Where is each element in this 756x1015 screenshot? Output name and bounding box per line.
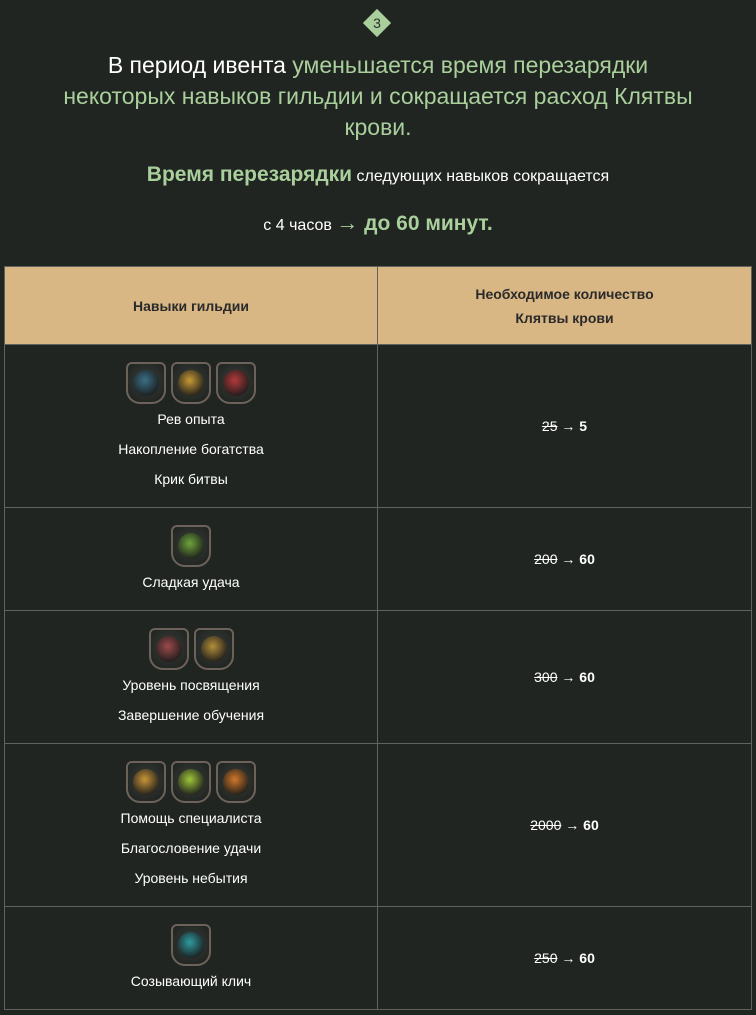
luck-blessing-icon [171,761,211,803]
new-amount: 60 [579,950,595,966]
old-amount: 200 [534,551,558,567]
new-amount: 5 [579,418,588,434]
time-arrow: → [336,210,359,235]
cooldown-rest: следующих навыков сокращается [352,168,610,185]
header-amount-line2: Клятвы крови [515,309,614,326]
amount-arrow: → [557,669,580,685]
skill-icons [5,348,377,404]
amount-cell [378,744,752,907]
cooldown-strong: Время перезарядки [146,163,353,186]
skill-name: Завершение обучения [117,707,265,723]
skills-cell [5,345,378,508]
header-amount [378,267,752,345]
amount-cell [378,345,752,508]
skill-name: Уровень небытия [134,870,248,886]
skill-name: Помощь специалиста [120,810,262,826]
skill-names [5,966,377,1006]
nonexistence-level-icon [216,761,256,803]
old-amount: 25 [541,418,558,434]
skill-icons [5,511,377,567]
training-completion-icon [194,628,234,670]
header-skills: Навыки гильдии [5,267,378,345]
skill-name: Созывающий клич [130,973,252,989]
time-line [0,208,756,241]
skill-names [5,404,377,504]
amount-arrow: → [557,950,580,966]
skill-name: Сладкая удача [142,574,240,590]
amount-cell [378,907,752,1010]
skill-name: Накопление богатства [118,441,264,457]
new-amount: 60 [579,669,595,685]
step-badge [363,9,391,37]
skills-cell [5,907,378,1010]
skill-names [5,567,377,607]
specialist-help-icon [126,761,166,803]
amount-arrow: → [557,418,580,434]
old-amount: 2000 [530,817,562,833]
skill-names [5,670,377,740]
intro-part2: уменьшается время перезарядки некоторых навыков гильдии и сокращается расход Клятвы крови. [63,52,693,140]
time-strong: до 60 минут. [358,212,493,235]
initiation-level-icon [149,628,189,670]
intro-part1: В период ивента [107,52,293,78]
table-row [5,744,752,907]
old-amount: 300 [534,669,558,685]
wealth-accumulation-icon [171,362,211,404]
skill-names [5,803,377,903]
skills-cell [5,508,378,611]
amount-arrow: → [561,817,584,833]
skill-icons [5,614,377,670]
roar-of-experience-icon [126,362,166,404]
table-row [5,907,752,1010]
skills-cell [5,611,378,744]
summoning-call-icon [171,924,211,966]
skill-name: Уровень посвящения [122,677,260,693]
skill-name: Крик битвы [154,471,228,487]
amount-arrow: → [557,551,580,567]
intro-text [60,50,696,143]
time-prefix: с 4 часов [263,217,337,234]
new-amount: 60 [579,551,595,567]
battle-cry-icon [216,362,256,404]
amount-cell [378,508,752,611]
skill-icons [5,747,377,803]
header-amount-line1: Необходимое количество [475,285,654,302]
skill-icons [5,910,377,966]
skills-cell [5,744,378,907]
sweet-luck-clover-icon [171,525,211,567]
step-number: 3 [373,15,381,31]
new-amount: 60 [583,817,599,833]
skill-name: Благословение удачи [120,840,262,856]
table-row [5,611,752,744]
skills-table [4,266,752,1010]
cooldown-line [0,160,756,192]
old-amount: 250 [534,950,558,966]
table-row [5,345,752,508]
table-row [5,508,752,611]
amount-cell [378,611,752,744]
table-header-row [5,267,752,345]
skill-name: Рев опыта [157,411,225,427]
